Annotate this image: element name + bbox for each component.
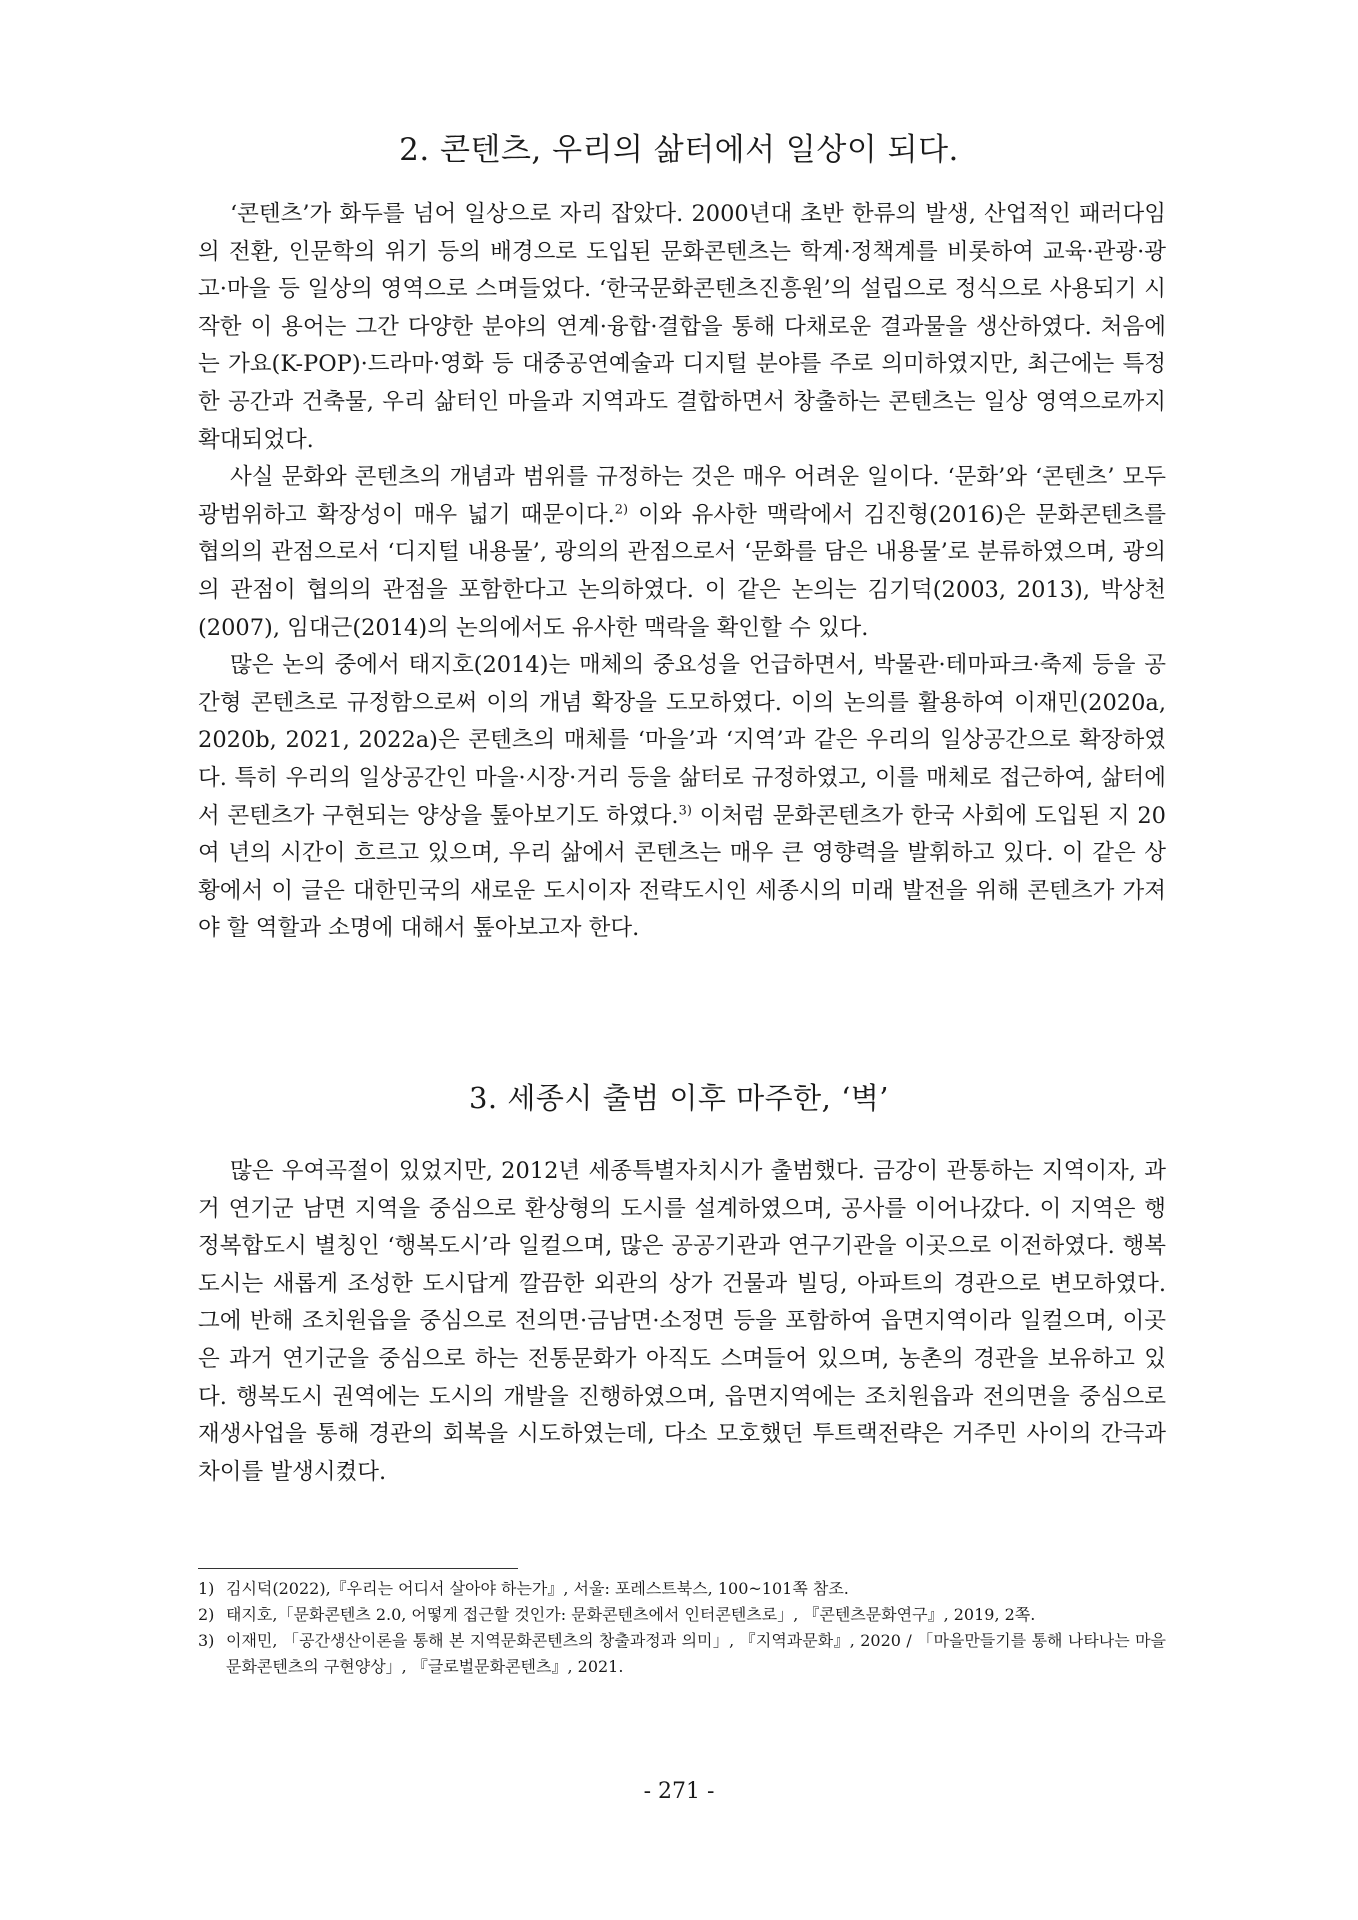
footnote-text: 이재민, 「공간생산이론을 통해 본 지역문화콘텐츠의 창출과정과 의미」, 『지역과문화』, 2020 / 「마을만들기를 통해 나타나는 마을문화콘텐츠의 구현양상」, 『글로벌문화콘텐츠』, 2021. [226, 1631, 1166, 1676]
footnote-item [198, 1602, 1166, 1628]
footnote-number: 2) [198, 1605, 215, 1624]
section-2-heading: 2. 콘텐츠, 우리의 삶터에서 일상이 되다. [399, 132, 959, 168]
paragraph: 많은 우여곡절이 있었지만, 2012년 세종특별자치시가 출범했다. 금강이 관통하는 지역이자, 과거 연기군 남면 지역을 중심으로 환상형의 도시를 설계하였으며, 공사를 이어나갔다. 이 지역은 행정복합도시 별칭인 ‘행복도시’라 일컬으며, 많은 공공기관과 연구기관을 이곳으로 이전하였다. 행복도시는 새롭게 조성한 도시답게 깔끔한 외관의 상가 건물과 빌딩, 아파트의 경관으로 변모하였다. 그에 반해 조치원읍을 중심으로 전의면·금남면·소정면 등을 포함하여 읍면지역이라 일컬으며, 이곳은 과거 연기군을 중심으로 하는 전통문화가 아직도 스며들어 있으며, 농촌의 경관을 보유하고 있다. 행복도시 권역에는 도시의 개발을 진행하였으며, 읍면지역에는 조치원읍과 전의면을 중심으로 재생사업을 통해 경관의 회복을 시도하였는데, 다소 모호했던 투트랙전략은 거주민 사이의 간극과 차이를 발생시켰다. [198, 1158, 1166, 1485]
footnote-number: 1) [198, 1579, 215, 1598]
paragraph-text: 이와 유사한 맥락에서 김진형(2016)은 문화콘텐츠를 협의의 관점으로서 ‘디지털 내용물’, 광의의 관점으로서 ‘문화를 담은 내용물’로 분류하였으며, 광의의 관점이 협의의 관점을 포함한다고 논의하였다. 이 같은 논의는 김기덕(2003, 2013), 박상천(2007), 임대근(2014)의 논의에서도 유사한 맥락을 확인할 수 있다. [198, 501, 1166, 641]
paragraph [198, 459, 1166, 647]
paragraph [198, 647, 1166, 948]
footnote-item [198, 1628, 1166, 1680]
section-2-body [198, 196, 1166, 948]
paragraph-text: 이처럼 문화콘텐츠가 한국 사회에 도입된 지 20여 년의 시간이 흐르고 있으며, 우리 삶에서 콘텐츠는 매우 큰 영향력을 발휘하고 있다. 이 같은 상황에서 이 글은 대한민국의 새로운 도시이자 전략도시인 세종시의 미래 발전을 위해 콘텐츠가 가져야 할 역할과 소명에 대해서 톺아보고자 한다. [198, 802, 1166, 942]
footnote-number: 3) [198, 1631, 215, 1650]
section-3-body [198, 1153, 1166, 1491]
footnote-ref-3[interactable]: 3) [678, 803, 692, 818]
paragraph-text: 많은 논의 중에서 태지호(2014)는 매체의 중요성을 언급하면서, 박물관·테마파크·축제 등을 공간형 콘텐츠로 규정함으로써 이의 개념 확장을 도모하였다. 이의 논의를 활용하여 이재민(2020a, 2020b, 2021, 2022a)은 콘텐츠의 매체를 ‘마을’과 ‘지역’과 같은 우리의 일상공간으로 확장하였다. 특히 우리의 일상공간인 마을·시장·거리 등을 삶터로 규정하였고, 이를 매체로 접근하여, 삶터에서 콘텐츠가 구현되는 양상을 톺아보기도 하였다. [198, 652, 1166, 829]
footnote-list [198, 1576, 1166, 1680]
footnote-text: 김시덕(2022),『우리는 어디서 살아야 하는가』, 서울: 포레스트북스, 100~101쪽 참조. [226, 1579, 849, 1598]
footnote-text: 태지호,「문화콘텐츠 2.0, 어떻게 접근할 것인가: 문화콘텐츠에서 인터콘텐츠로」, 『콘텐츠문화연구』, 2019, 2쪽. [226, 1605, 1036, 1624]
paragraph: ‘콘텐츠’가 화두를 넘어 일상으로 자리 잡았다. 2000년대 초반 한류의 발생, 산업적인 패러다임의 전환, 인문학의 위기 등의 배경으로 도입된 문화콘텐츠는 학계·정책계를 비롯하여 교육·관광·광고·마을 등 일상의 영역으로 스며들었다. ‘한국문화콘텐츠진흥원’의 설립으로 정식으로 사용되기 시작한 이 용어는 그간 다양한 분야의 연계·융합·결합을 통해 다채로운 결과물을 생산하였다. 처음에는 가요(K-POP)·드라마·영화 등 대중공연예술과 디지털 분야를 주로 의미하였지만, 최근에는 특정한 공간과 건축물, 우리 삶터인 마을과 지역과도 결합하면서 창출하는 콘텐츠는 일상 영역으로까지 확대되었다. [198, 201, 1166, 453]
footnote-item [198, 1576, 1166, 1602]
footnote-ref-2[interactable]: 2) [614, 502, 629, 518]
paragraph-text: 사실 문화와 콘텐츠의 개념과 범위를 규정하는 것은 매우 어려운 일이다. ‘문화’와 ‘콘텐츠’ 모두 광범위하고 확장성이 매우 넓기 때문이다. [198, 464, 1166, 528]
page-number: - 271 - [643, 1779, 715, 1804]
section-3-heading: 3. 세종시 출범 이후 마주한, ‘벽’ [468, 1081, 890, 1115]
footnote-divider [198, 1568, 518, 1569]
